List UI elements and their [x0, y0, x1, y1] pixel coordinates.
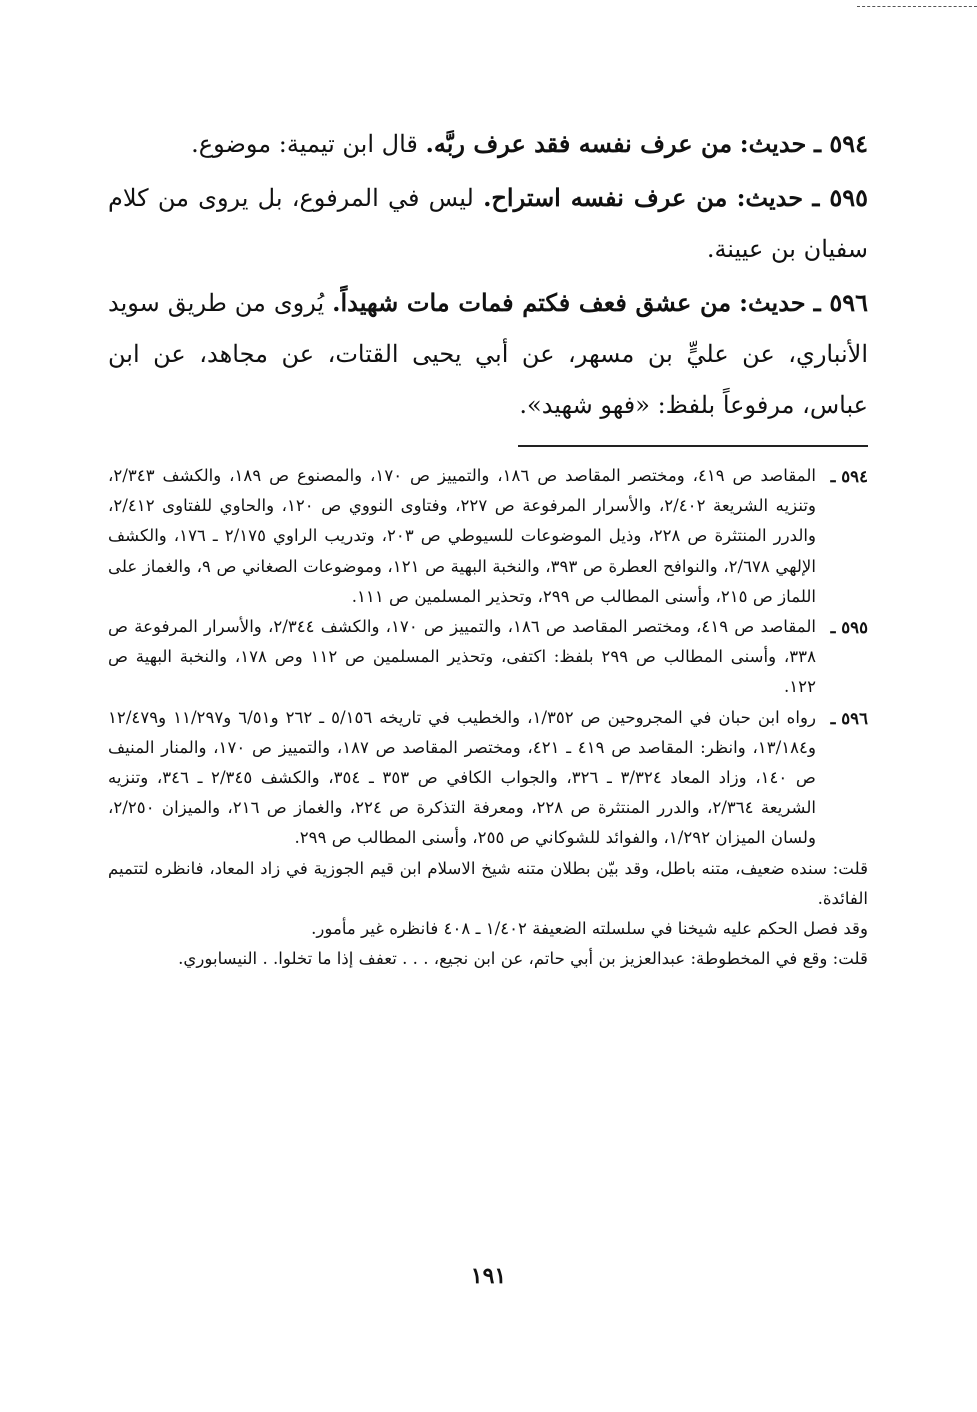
footnote-text: رواه ابن حبان في المجروحين ص ١/٣٥٢، والخطيب في تاريخه ٥/١٥٦ ـ ٢٦٢ و٦/٥١ و١١/٢٩٧ و١٢/٤٧٩ و١٣/١٨٤، وانظر: المقاصد ص ٤١٩ ـ ٤٢١، ومختصر المقاصد ص ١٨٧، والتمييز ص ١٧٠، والمنار المنيف ص ١٤٠، وزاد المعاد ٣/٣٢٤ ـ ٣٢٦، والجواب الكافي ص ٣٥٣ ـ ٣٥٤، والكشف ٢/٣٤٥ ـ ٣٤٦، وتنزيه الشريعة ٢/٣٦٤، والدرر المنتثرة ص ٢٢٨، ومعرفة التذكرة ص ٢٢٤، والغماز ص ٢١٦، والميزان ٢/٢٥٠، ولسان الميزان ١/٢٩٢، والفوائد للشوكاني ص ٢٥٥، وأسنى المطالب ص ٢٩٩. [108, 707, 817, 848]
entry-comment: قال ابن تيمية: موضوع. [191, 130, 418, 158]
footnote-596 [108, 703, 868, 854]
hadith-entry-595 [108, 172, 868, 275]
footnote-text: المقاصد ص ٤١٩، ومختصر المقاصد ص ١٨٦، والتمييز ص ١٧٠، والكشف ٢/٣٤٤، والأسرار المرفوعة ص ٣٣٨، وأسنى المطالب ص ٢٩٩ بلفظ: اكتفى، وتحذير المسلمين ص ١١٢ وص ١٧٨، والنخبة البهية ص ١٢٢. [108, 617, 816, 697]
footnote-remark-3: قلت: وقع في المخطوطة: عبدالعزيز بن أبي حاتم، عن ابن نجيع، . . . تعفف إذا ما تخلوا. . النيسابوري. [178, 949, 868, 969]
entry-number: ٥٩٥ ـ [812, 183, 868, 212]
footnote-number: ٥٩٤ ـ [830, 466, 868, 486]
page-number: ١٩١ [470, 1263, 507, 1289]
footnote-text: المقاصد ص ٤١٩، ومختصر المقاصد ص ١٨٦، والتمييز ص ١٧٠، والمصنوع ص ١٨٩، والكشف ٢/٣٤٣، وتنزيه الشريعة ٢/٤٠٢، والأسرار المرفوعة ص ٢٢٧، وفتاوى النووي ص ١٢٠، والحاوي للفتاوى ٢/٤١٢، والدرر المنتثرة ص ٢٢٨، وذيل الموضوعات للسيوطي ص ٢٠٣، وتدريب الراوي ٢/١٧٥ ـ ١٧٦، والكشف الإلهي ٢/٦٧٨، والنوافح العطرة ص ٣٩٣، والنخبة البهية ص ١٢١، وموضوعات الصغاني ص ٩، والغماز على اللماز ص ٢١٥، وأسنى المطالب ص ٢٩٩، وتحذير المسلمين ص ١١١. [108, 466, 816, 606]
footnote-594 [108, 461, 868, 612]
hadith-text: من عرف نفسه فقد عرف ربَّه. [425, 129, 733, 158]
top-dashed-rule [857, 6, 977, 7]
entry-number: ٥٩٤ ـ [813, 129, 868, 158]
footnote-number: ٥٩٦ ـ [830, 707, 868, 728]
entry-comment: ليس في المرفوع، بل يروى من كلام سفيان بن عيينة. [108, 184, 868, 263]
footnote-595 [108, 612, 868, 703]
footnote-divider [518, 445, 868, 447]
hadith-entry-594 [108, 118, 868, 170]
hadith-text: من عرف نفسه استراح. [483, 183, 728, 212]
footnote-number: ٥٩٥ ـ [830, 617, 868, 638]
hadith-text: من عشق فعف فكتم فمات مات شهيداً. [332, 288, 732, 317]
page-body [108, 118, 868, 974]
footnote-remark-2: وقد فصل الحكم عليه شيخنا في سلسلته الضعيفة ١/٤٠٢ ـ ٤٠٨ فانظره غير مأمور. [311, 919, 868, 939]
entry-lead: حديث: [736, 183, 804, 212]
hadith-entry-596 [108, 277, 868, 431]
entry-lead: حديث: [739, 288, 806, 317]
footnote-remark-1: قلت: سنده ضعيف، متنه باطل، وقد بيّن بطلان متنه شيخ الاسلام ابن قيم الجوزية في زاد المعاد، فانظره لتتميم الفائدة. [108, 858, 868, 908]
entry-lead: حديث: [739, 129, 807, 158]
entry-comment: يُروى من طريق سويد الأنباري، عن عليٍّ بن مسهر، عن أبي يحيى القتات، عن مجاهد، عن ابن عباس، مرفوعاً بلفظ: «فهو شهيد». [108, 289, 868, 419]
entry-number: ٥٩٦ ـ [813, 288, 869, 317]
